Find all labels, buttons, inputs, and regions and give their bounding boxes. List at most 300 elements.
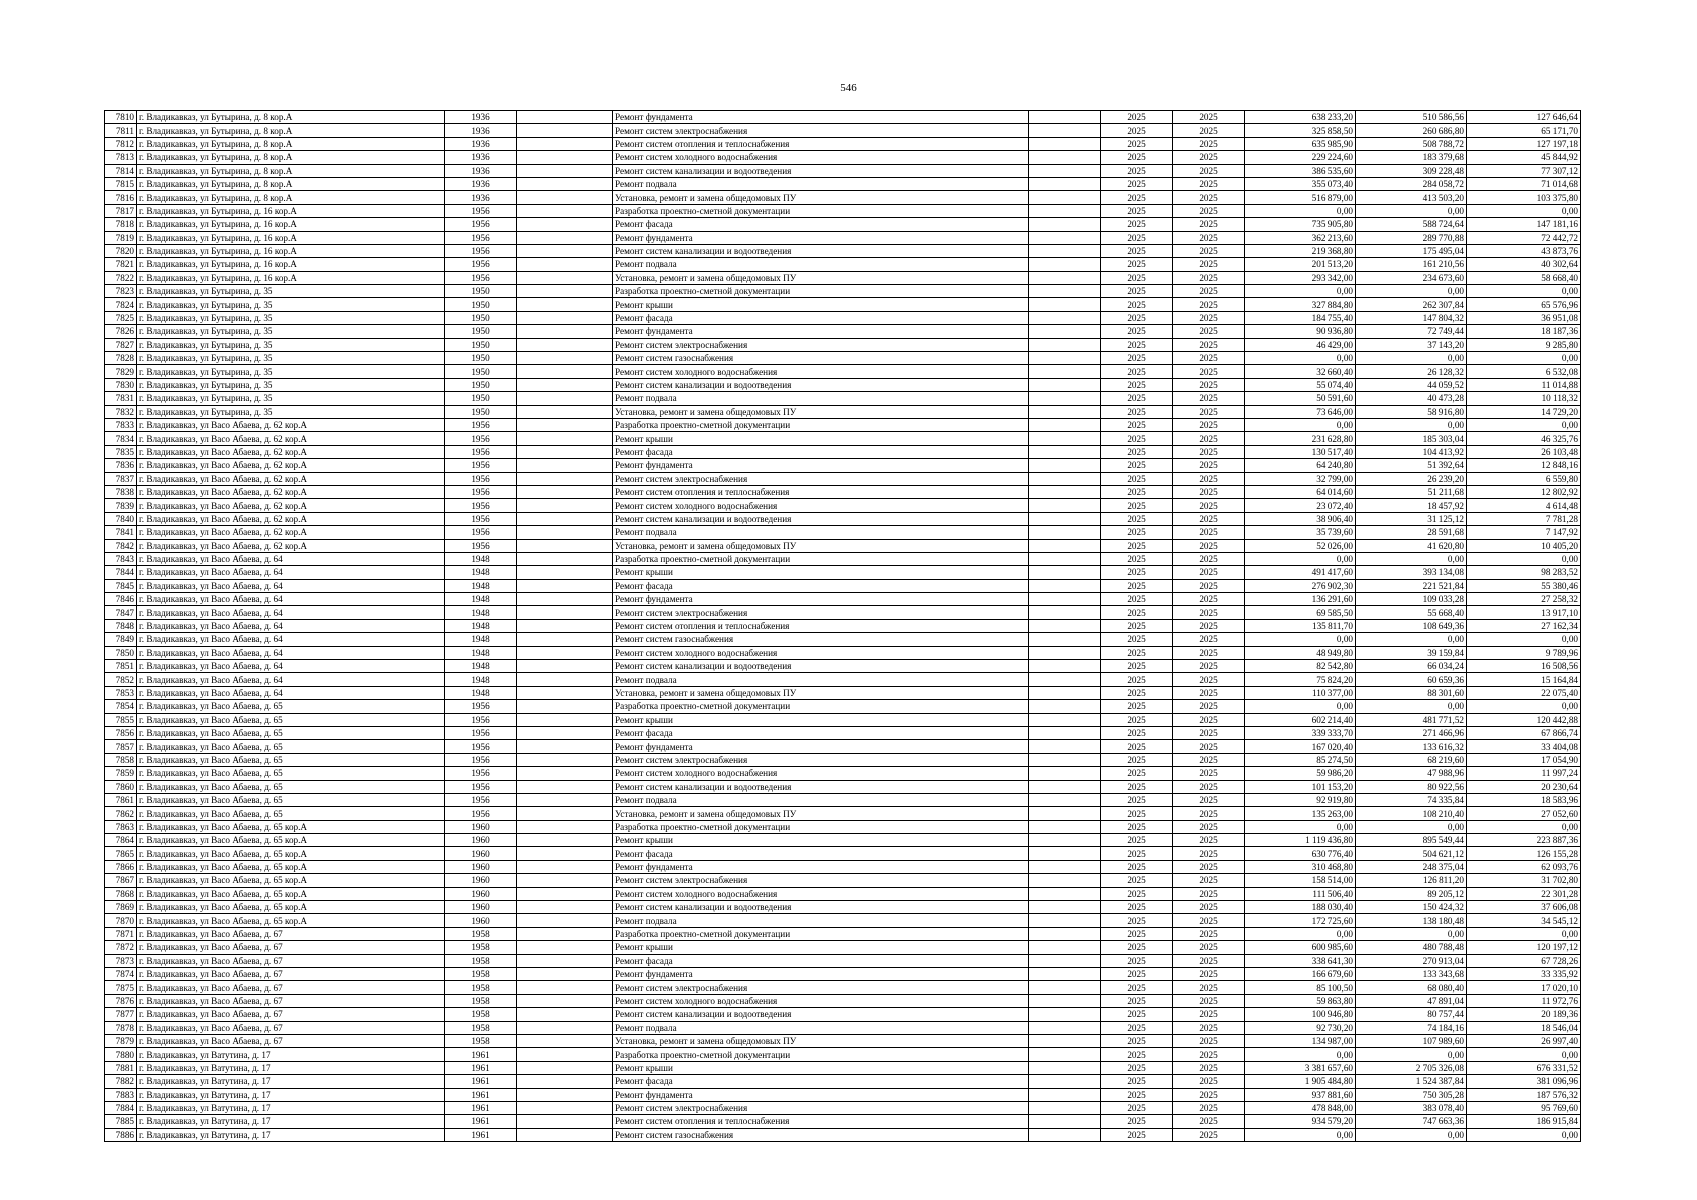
empty-cell: [517, 432, 613, 445]
empty-cell: [1029, 151, 1101, 164]
own-cost-cell: 0,00: [1467, 820, 1581, 833]
total-cost-cell: 135 263,00: [1245, 807, 1356, 820]
total-cost-cell: 0,00: [1245, 352, 1356, 365]
build-year-cell: 1958: [445, 968, 517, 981]
empty-cell: [1029, 418, 1101, 431]
start-year-cell: 2025: [1101, 660, 1173, 673]
fund-cost-cell: 393 134,08: [1356, 566, 1467, 579]
empty-cell: [1029, 512, 1101, 525]
own-cost-cell: 34 545,12: [1467, 914, 1581, 927]
repair-register-table: [104, 110, 1581, 1142]
work-type-cell: Ремонт систем газоснабжения: [613, 633, 1029, 646]
row-number: 7864: [105, 834, 137, 847]
work-type-cell: Ремонт фасада: [613, 579, 1029, 592]
end-year-cell: 2025: [1173, 713, 1245, 726]
total-cost-cell: 75 824,20: [1245, 673, 1356, 686]
total-cost-cell: 73 646,00: [1245, 405, 1356, 418]
build-year-cell: 1956: [445, 713, 517, 726]
empty-cell: [1029, 633, 1101, 646]
start-year-cell: 2025: [1101, 338, 1173, 351]
work-type-cell: Установка, ремонт и замена общедомовых ПУ: [613, 405, 1029, 418]
total-cost-cell: 0,00: [1245, 633, 1356, 646]
fund-cost-cell: 51 392,64: [1356, 459, 1467, 472]
start-year-cell: 2025: [1101, 793, 1173, 806]
own-cost-cell: 77 307,12: [1467, 164, 1581, 177]
total-cost-cell: 158 514,00: [1245, 874, 1356, 887]
total-cost-cell: 188 030,40: [1245, 901, 1356, 914]
table-row: [105, 700, 1581, 713]
address-cell: г. Владикавказ, ул Васо Абаева, д. 65 кор.А: [137, 847, 445, 860]
fund-cost-cell: 161 210,56: [1356, 258, 1467, 271]
empty-cell: [517, 552, 613, 565]
end-year-cell: 2025: [1173, 365, 1245, 378]
work-type-cell: Ремонт крыши: [613, 1061, 1029, 1074]
own-cost-cell: 12 802,92: [1467, 485, 1581, 498]
total-cost-cell: 937 881,60: [1245, 1088, 1356, 1101]
own-cost-cell: 0,00: [1467, 633, 1581, 646]
table-row: [105, 726, 1581, 739]
row-number: 7827: [105, 338, 137, 351]
address-cell: г. Владикавказ, ул Васо Абаева, д. 64: [137, 660, 445, 673]
empty-cell: [517, 499, 613, 512]
row-number: 7851: [105, 660, 137, 673]
empty-cell: [517, 847, 613, 860]
build-year-cell: 1956: [445, 204, 517, 217]
fund-cost-cell: 895 549,44: [1356, 834, 1467, 847]
fund-cost-cell: 481 771,52: [1356, 713, 1467, 726]
fund-cost-cell: 510 586,56: [1356, 111, 1467, 124]
address-cell: г. Владикавказ, ул Ватутина, д. 17: [137, 1088, 445, 1101]
start-year-cell: 2025: [1101, 365, 1173, 378]
work-type-cell: Ремонт фундамента: [613, 1088, 1029, 1101]
address-cell: г. Владикавказ, ул Бутырина, д. 35: [137, 325, 445, 338]
total-cost-cell: 355 073,40: [1245, 177, 1356, 190]
own-cost-cell: 10 118,32: [1467, 392, 1581, 405]
address-cell: г. Владикавказ, ул Васо Абаева, д. 62 кор.А: [137, 512, 445, 525]
address-cell: г. Владикавказ, ул Васо Абаева, д. 62 кор.А: [137, 472, 445, 485]
fund-cost-cell: 0,00: [1356, 927, 1467, 940]
table-row: [105, 887, 1581, 900]
empty-cell: [517, 325, 613, 338]
start-year-cell: 2025: [1101, 820, 1173, 833]
table-row: [105, 941, 1581, 954]
own-cost-cell: 12 848,16: [1467, 459, 1581, 472]
work-type-cell: Ремонт фундамента: [613, 740, 1029, 753]
row-number: 7883: [105, 1088, 137, 1101]
table-row: [105, 191, 1581, 204]
table-row: [105, 874, 1581, 887]
address-cell: г. Владикавказ, ул Васо Абаева, д. 64: [137, 633, 445, 646]
build-year-cell: 1958: [445, 994, 517, 1007]
address-cell: г. Владикавказ, ул Васо Абаева, д. 62 кор.А: [137, 459, 445, 472]
start-year-cell: 2025: [1101, 1008, 1173, 1021]
end-year-cell: 2025: [1173, 834, 1245, 847]
start-year-cell: 2025: [1101, 405, 1173, 418]
row-number: 7815: [105, 177, 137, 190]
empty-cell: [517, 1061, 613, 1074]
total-cost-cell: 310 468,80: [1245, 860, 1356, 873]
address-cell: г. Владикавказ, ул Васо Абаева, д. 65: [137, 713, 445, 726]
total-cost-cell: 600 985,60: [1245, 941, 1356, 954]
row-number: 7820: [105, 244, 137, 257]
own-cost-cell: 147 181,16: [1467, 218, 1581, 231]
address-cell: г. Владикавказ, ул Бутырина, д. 16 кор.А: [137, 271, 445, 284]
own-cost-cell: 0,00: [1467, 700, 1581, 713]
row-number: 7834: [105, 432, 137, 445]
address-cell: г. Владикавказ, ул Бутырина, д. 8 кор.А: [137, 191, 445, 204]
empty-cell: [517, 660, 613, 673]
total-cost-cell: 602 214,40: [1245, 713, 1356, 726]
empty-cell: [517, 459, 613, 472]
own-cost-cell: 27 052,60: [1467, 807, 1581, 820]
own-cost-cell: 67 728,26: [1467, 954, 1581, 967]
fund-cost-cell: 0,00: [1356, 700, 1467, 713]
row-number: 7869: [105, 901, 137, 914]
empty-cell: [1029, 392, 1101, 405]
empty-cell: [517, 767, 613, 780]
end-year-cell: 2025: [1173, 499, 1245, 512]
fund-cost-cell: 138 180,48: [1356, 914, 1467, 927]
build-year-cell: 1950: [445, 392, 517, 405]
row-number: 7845: [105, 579, 137, 592]
total-cost-cell: 55 074,40: [1245, 378, 1356, 391]
start-year-cell: 2025: [1101, 593, 1173, 606]
fund-cost-cell: 480 788,48: [1356, 941, 1467, 954]
own-cost-cell: 45 844,92: [1467, 151, 1581, 164]
fund-cost-cell: 508 788,72: [1356, 137, 1467, 150]
address-cell: г. Владикавказ, ул Васо Абаева, д. 65: [137, 780, 445, 793]
table-row: [105, 258, 1581, 271]
row-number: 7818: [105, 218, 137, 231]
address-cell: г. Владикавказ, ул Васо Абаева, д. 67: [137, 994, 445, 1007]
work-type-cell: Разработка проектно-сметной документации: [613, 700, 1029, 713]
empty-cell: [517, 137, 613, 150]
row-number: 7841: [105, 526, 137, 539]
work-type-cell: Установка, ремонт и замена общедомовых ПУ: [613, 686, 1029, 699]
end-year-cell: 2025: [1173, 552, 1245, 565]
empty-cell: [1029, 954, 1101, 967]
table-row: [105, 177, 1581, 190]
empty-cell: [1029, 1128, 1101, 1141]
table-row: [105, 459, 1581, 472]
fund-cost-cell: 47 891,04: [1356, 994, 1467, 1007]
start-year-cell: 2025: [1101, 124, 1173, 137]
empty-cell: [1029, 298, 1101, 311]
total-cost-cell: 638 233,20: [1245, 111, 1356, 124]
work-type-cell: Ремонт крыши: [613, 941, 1029, 954]
empty-cell: [1029, 901, 1101, 914]
table-row: [105, 352, 1581, 365]
end-year-cell: 2025: [1173, 767, 1245, 780]
work-type-cell: Установка, ремонт и замена общедомовых ПУ: [613, 191, 1029, 204]
start-year-cell: 2025: [1101, 780, 1173, 793]
empty-cell: [1029, 539, 1101, 552]
row-number: 7876: [105, 994, 137, 1007]
empty-cell: [1029, 1034, 1101, 1047]
end-year-cell: 2025: [1173, 793, 1245, 806]
table-row: [105, 137, 1581, 150]
build-year-cell: 1961: [445, 1061, 517, 1074]
fund-cost-cell: 234 673,60: [1356, 271, 1467, 284]
fund-cost-cell: 260 686,80: [1356, 124, 1467, 137]
total-cost-cell: 0,00: [1245, 927, 1356, 940]
fund-cost-cell: 51 211,68: [1356, 485, 1467, 498]
start-year-cell: 2025: [1101, 1128, 1173, 1141]
address-cell: г. Владикавказ, ул Васо Абаева, д. 64: [137, 606, 445, 619]
total-cost-cell: 59 863,80: [1245, 994, 1356, 1007]
address-cell: г. Владикавказ, ул Бутырина, д. 35: [137, 298, 445, 311]
row-number: 7881: [105, 1061, 137, 1074]
start-year-cell: 2025: [1101, 994, 1173, 1007]
row-number: 7829: [105, 365, 137, 378]
empty-cell: [517, 606, 613, 619]
total-cost-cell: 1 905 484,80: [1245, 1075, 1356, 1088]
empty-cell: [517, 780, 613, 793]
start-year-cell: 2025: [1101, 1101, 1173, 1114]
build-year-cell: 1936: [445, 124, 517, 137]
own-cost-cell: 0,00: [1467, 1128, 1581, 1141]
own-cost-cell: 98 283,52: [1467, 566, 1581, 579]
end-year-cell: 2025: [1173, 512, 1245, 525]
total-cost-cell: 135 811,70: [1245, 619, 1356, 632]
table-body: [105, 111, 1581, 1142]
table-row: [105, 512, 1581, 525]
table-row: [105, 1115, 1581, 1128]
build-year-cell: 1950: [445, 298, 517, 311]
work-type-cell: Ремонт систем канализации и водоотведения: [613, 780, 1029, 793]
total-cost-cell: 92 919,80: [1245, 793, 1356, 806]
own-cost-cell: 17 020,10: [1467, 981, 1581, 994]
fund-cost-cell: 183 379,68: [1356, 151, 1467, 164]
total-cost-cell: 0,00: [1245, 700, 1356, 713]
start-year-cell: 2025: [1101, 1115, 1173, 1128]
fund-cost-cell: 284 058,72: [1356, 177, 1467, 190]
start-year-cell: 2025: [1101, 1061, 1173, 1074]
fund-cost-cell: 26 239,20: [1356, 472, 1467, 485]
empty-cell: [517, 365, 613, 378]
empty-cell: [517, 512, 613, 525]
work-type-cell: Ремонт подвала: [613, 673, 1029, 686]
work-type-cell: Ремонт фундамента: [613, 111, 1029, 124]
row-number: 7874: [105, 968, 137, 981]
table-row: [105, 1061, 1581, 1074]
address-cell: г. Владикавказ, ул Васо Абаева, д. 67: [137, 1008, 445, 1021]
build-year-cell: 1950: [445, 285, 517, 298]
work-type-cell: Ремонт фундамента: [613, 968, 1029, 981]
build-year-cell: 1958: [445, 1021, 517, 1034]
fund-cost-cell: 108 649,36: [1356, 619, 1467, 632]
empty-cell: [1029, 646, 1101, 659]
table-row: [105, 1048, 1581, 1061]
empty-cell: [1029, 1048, 1101, 1061]
work-type-cell: Ремонт систем электроснабжения: [613, 338, 1029, 351]
empty-cell: [517, 968, 613, 981]
fund-cost-cell: 747 663,36: [1356, 1115, 1467, 1128]
address-cell: г. Владикавказ, ул Васо Абаева, д. 62 кор.А: [137, 526, 445, 539]
empty-cell: [1029, 244, 1101, 257]
empty-cell: [1029, 713, 1101, 726]
empty-cell: [1029, 981, 1101, 994]
fund-cost-cell: 175 495,04: [1356, 244, 1467, 257]
fund-cost-cell: 66 034,24: [1356, 660, 1467, 673]
address-cell: г. Владикавказ, ул Бутырина, д. 16 кор.А: [137, 258, 445, 271]
empty-cell: [1029, 271, 1101, 284]
fund-cost-cell: 289 770,88: [1356, 231, 1467, 244]
start-year-cell: 2025: [1101, 726, 1173, 739]
work-type-cell: Ремонт систем отопления и теплоснабжения: [613, 619, 1029, 632]
empty-cell: [517, 338, 613, 351]
fund-cost-cell: 133 343,68: [1356, 968, 1467, 981]
own-cost-cell: 33 404,08: [1467, 740, 1581, 753]
empty-cell: [1029, 552, 1101, 565]
empty-cell: [1029, 338, 1101, 351]
work-type-cell: Ремонт систем канализации и водоотведения: [613, 378, 1029, 391]
address-cell: г. Владикавказ, ул Васо Абаева, д. 65 кор.А: [137, 860, 445, 873]
build-year-cell: 1960: [445, 887, 517, 900]
start-year-cell: 2025: [1101, 700, 1173, 713]
table-row: [105, 994, 1581, 1007]
row-number: 7839: [105, 499, 137, 512]
build-year-cell: 1961: [445, 1088, 517, 1101]
start-year-cell: 2025: [1101, 352, 1173, 365]
empty-cell: [1029, 847, 1101, 860]
row-number: 7878: [105, 1021, 137, 1034]
empty-cell: [517, 124, 613, 137]
table-row: [105, 432, 1581, 445]
own-cost-cell: 11 972,76: [1467, 994, 1581, 1007]
empty-cell: [517, 820, 613, 833]
start-year-cell: 2025: [1101, 633, 1173, 646]
address-cell: г. Владикавказ, ул Васо Абаева, д. 65: [137, 726, 445, 739]
work-type-cell: Ремонт систем холодного водоснабжения: [613, 646, 1029, 659]
row-number: 7882: [105, 1075, 137, 1088]
work-type-cell: Ремонт систем холодного водоснабжения: [613, 994, 1029, 1007]
row-number: 7849: [105, 633, 137, 646]
end-year-cell: 2025: [1173, 485, 1245, 498]
own-cost-cell: 58 668,40: [1467, 271, 1581, 284]
row-number: 7872: [105, 941, 137, 954]
total-cost-cell: 85 100,50: [1245, 981, 1356, 994]
own-cost-cell: 6 532,08: [1467, 365, 1581, 378]
own-cost-cell: 127 646,64: [1467, 111, 1581, 124]
empty-cell: [517, 887, 613, 900]
empty-cell: [517, 1021, 613, 1034]
fund-cost-cell: 68 080,40: [1356, 981, 1467, 994]
start-year-cell: 2025: [1101, 325, 1173, 338]
table-row: [105, 1101, 1581, 1114]
total-cost-cell: 64 014,60: [1245, 485, 1356, 498]
own-cost-cell: 31 702,80: [1467, 874, 1581, 887]
end-year-cell: 2025: [1173, 753, 1245, 766]
row-number: 7813: [105, 151, 137, 164]
empty-cell: [517, 874, 613, 887]
address-cell: г. Владикавказ, ул Васо Абаева, д. 64: [137, 619, 445, 632]
empty-cell: [1029, 740, 1101, 753]
fund-cost-cell: 588 724,64: [1356, 218, 1467, 231]
end-year-cell: 2025: [1173, 432, 1245, 445]
end-year-cell: 2025: [1173, 285, 1245, 298]
row-number: 7837: [105, 472, 137, 485]
work-type-cell: Ремонт систем электроснабжения: [613, 874, 1029, 887]
end-year-cell: 2025: [1173, 901, 1245, 914]
start-year-cell: 2025: [1101, 418, 1173, 431]
fund-cost-cell: 31 125,12: [1356, 512, 1467, 525]
fund-cost-cell: 41 620,80: [1356, 539, 1467, 552]
fund-cost-cell: 270 913,04: [1356, 954, 1467, 967]
address-cell: г. Владикавказ, ул Васо Абаева, д. 67: [137, 927, 445, 940]
empty-cell: [1029, 767, 1101, 780]
empty-cell: [517, 298, 613, 311]
address-cell: г. Владикавказ, ул Бутырина, д. 8 кор.А: [137, 124, 445, 137]
build-year-cell: 1948: [445, 686, 517, 699]
build-year-cell: 1956: [445, 218, 517, 231]
address-cell: г. Владикавказ, ул Васо Абаева, д. 65: [137, 753, 445, 766]
start-year-cell: 2025: [1101, 914, 1173, 927]
table-row: [105, 1008, 1581, 1021]
own-cost-cell: 26 103,48: [1467, 445, 1581, 458]
page-number: 546: [840, 82, 857, 94]
work-type-cell: Ремонт систем электроснабжения: [613, 753, 1029, 766]
row-number: 7830: [105, 378, 137, 391]
row-number: 7843: [105, 552, 137, 565]
end-year-cell: 2025: [1173, 700, 1245, 713]
empty-cell: [517, 526, 613, 539]
total-cost-cell: 32 660,40: [1245, 365, 1356, 378]
build-year-cell: 1956: [445, 258, 517, 271]
total-cost-cell: 110 377,00: [1245, 686, 1356, 699]
empty-cell: [517, 700, 613, 713]
empty-cell: [1029, 968, 1101, 981]
end-year-cell: 2025: [1173, 405, 1245, 418]
build-year-cell: 1950: [445, 378, 517, 391]
empty-cell: [1029, 566, 1101, 579]
start-year-cell: 2025: [1101, 204, 1173, 217]
table-row: [105, 981, 1581, 994]
address-cell: г. Владикавказ, ул Васо Абаева, д. 62 кор.А: [137, 418, 445, 431]
start-year-cell: 2025: [1101, 1048, 1173, 1061]
work-type-cell: Ремонт систем холодного водоснабжения: [613, 767, 1029, 780]
start-year-cell: 2025: [1101, 378, 1173, 391]
build-year-cell: 1956: [445, 780, 517, 793]
end-year-cell: 2025: [1173, 807, 1245, 820]
build-year-cell: 1956: [445, 244, 517, 257]
row-number: 7863: [105, 820, 137, 833]
table-row: [105, 325, 1581, 338]
start-year-cell: 2025: [1101, 566, 1173, 579]
build-year-cell: 1936: [445, 151, 517, 164]
build-year-cell: 1956: [445, 432, 517, 445]
empty-cell: [1029, 124, 1101, 137]
end-year-cell: 2025: [1173, 981, 1245, 994]
table-row: [105, 767, 1581, 780]
empty-cell: [1029, 887, 1101, 900]
own-cost-cell: 18 546,04: [1467, 1021, 1581, 1034]
total-cost-cell: 635 985,90: [1245, 137, 1356, 150]
fund-cost-cell: 0,00: [1356, 285, 1467, 298]
table-row: [105, 606, 1581, 619]
own-cost-cell: 0,00: [1467, 352, 1581, 365]
work-type-cell: Ремонт систем холодного водоснабжения: [613, 151, 1029, 164]
fund-cost-cell: 28 591,68: [1356, 526, 1467, 539]
empty-cell: [517, 271, 613, 284]
table-row: [105, 1088, 1581, 1101]
work-type-cell: Разработка проектно-сметной документации: [613, 1048, 1029, 1061]
fund-cost-cell: 147 804,32: [1356, 311, 1467, 324]
address-cell: г. Владикавказ, ул Васо Абаева, д. 65 кор.А: [137, 901, 445, 914]
empty-cell: [517, 860, 613, 873]
end-year-cell: 2025: [1173, 1075, 1245, 1088]
empty-cell: [1029, 1008, 1101, 1021]
